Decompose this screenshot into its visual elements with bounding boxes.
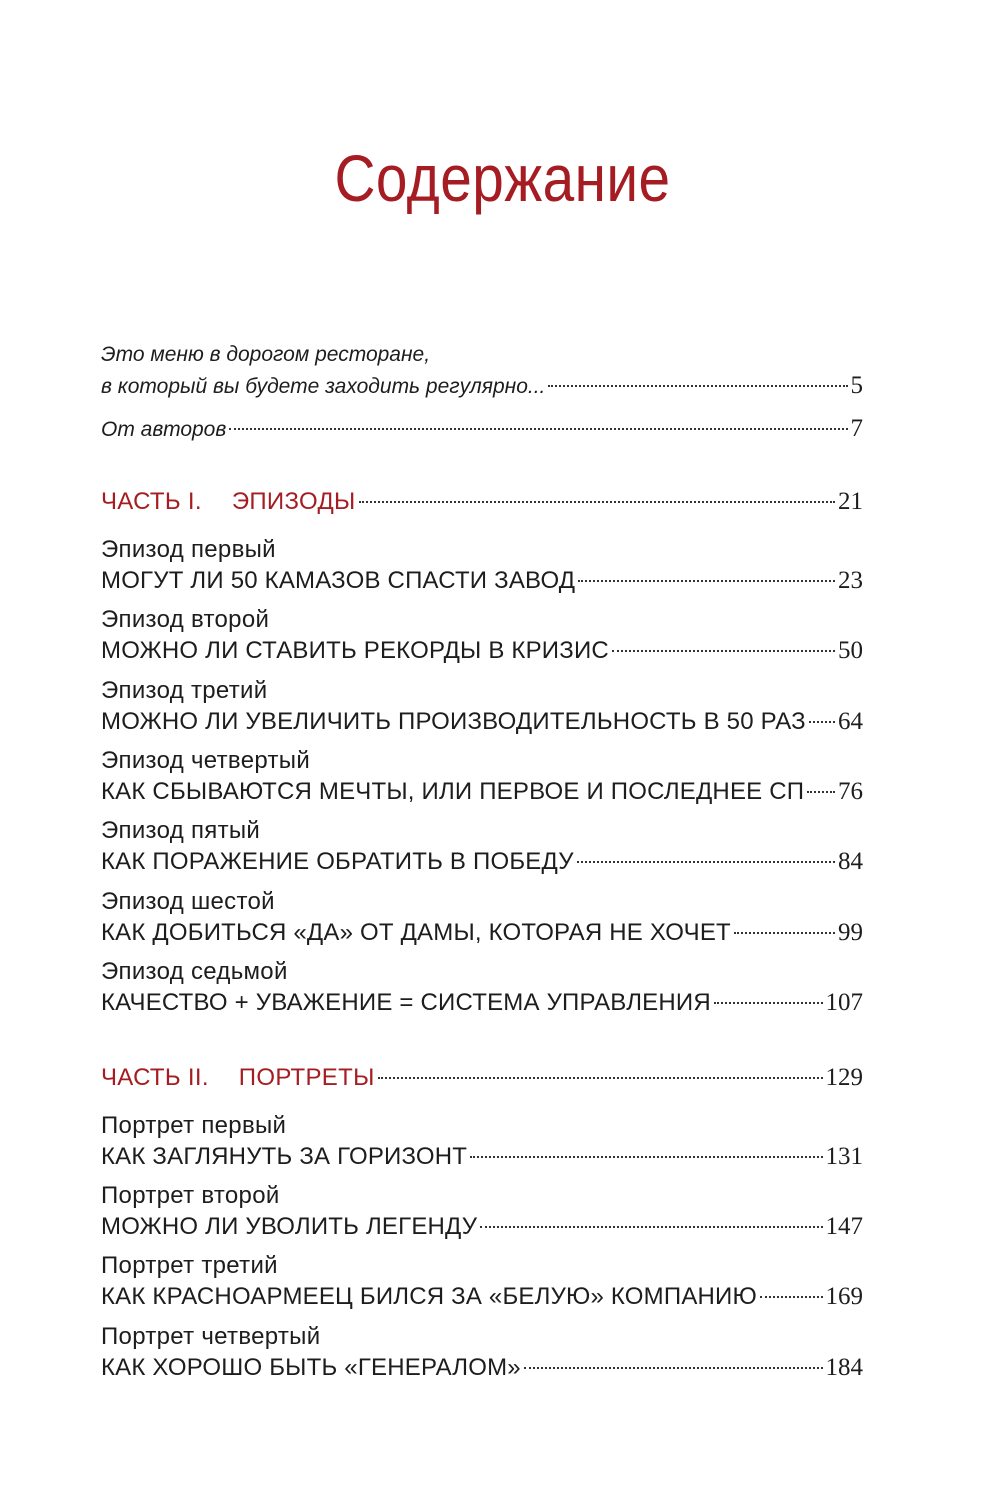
page-number: 7 xyxy=(850,415,863,442)
toc-part-2-heading[interactable] xyxy=(101,1062,863,1094)
page-number: 5 xyxy=(850,372,863,399)
page-title: Содержание xyxy=(334,141,671,215)
toc-entry-label: МОЖНО ЛИ УВЕЛИЧИТЬ ПРОИЗВОДИТЕЛЬНОСТЬ В 50 РАЗ xyxy=(101,708,806,735)
toc-episode-5[interactable] xyxy=(101,816,863,878)
dot-leader xyxy=(809,721,835,723)
toc-entry-subtitle: Эпизод шестой xyxy=(101,888,275,915)
page-number: 107 xyxy=(825,989,863,1016)
toc-entry-subtitle: Портрет четвертый xyxy=(101,1323,321,1350)
toc-entry-label: КАК ХОРОШО БЫТЬ «ГЕНЕРАЛОМ» xyxy=(101,1354,521,1381)
toc-entry-subtitle: Эпизод второй xyxy=(101,606,270,633)
toc-entry-label: КАК ДОБИТЬСЯ «ДА» ОТ ДАМЫ, КОТОРАЯ НЕ ХОЧЕТ xyxy=(101,919,731,946)
dot-leader xyxy=(578,580,835,582)
toc-entry-subtitle: Эпизод четвертый xyxy=(101,747,311,774)
dot-leader xyxy=(612,650,835,652)
page-number: 131 xyxy=(825,1143,863,1170)
toc-portrait-2[interactable] xyxy=(101,1181,863,1243)
page-number: 23 xyxy=(838,567,863,594)
toc-entry-subtitle: Эпизод пятый xyxy=(101,817,261,844)
dot-leader xyxy=(229,428,847,430)
toc-entry-subtitle: Портрет второй xyxy=(101,1182,280,1209)
part-label: ЧАСТЬ I. xyxy=(101,488,202,515)
dot-leader xyxy=(524,1367,823,1369)
toc-entry-label: КАК СБЫВАЮТСЯ МЕЧТЫ, ИЛИ ПЕРВОЕ И ПОСЛЕДНЕЕ СП xyxy=(101,778,805,805)
part-name: ПОРТРЕТЫ xyxy=(238,1064,375,1091)
dot-leader xyxy=(548,385,847,387)
toc-entry-subtitle: Эпизод седьмой xyxy=(101,958,288,985)
toc-portrait-1[interactable] xyxy=(101,1111,863,1173)
page-number: 84 xyxy=(838,848,863,875)
toc-episode-7[interactable] xyxy=(101,957,863,1019)
toc-entry-label: КАЧЕСТВО + УВАЖЕНИЕ = СИСТЕМА УПРАВЛЕНИЯ xyxy=(101,989,711,1016)
toc-entry-subtitle: Эпизод третий xyxy=(101,677,268,704)
dot-leader xyxy=(359,501,835,503)
toc-episode-1[interactable] xyxy=(101,535,863,597)
page-number: 76 xyxy=(838,778,863,805)
toc-entry-intro-menu[interactable] xyxy=(101,340,863,402)
page-number: 99 xyxy=(838,919,863,946)
toc-entry-label: От авторов xyxy=(101,418,227,441)
toc-portrait-4[interactable] xyxy=(101,1322,863,1384)
dot-leader xyxy=(480,1226,822,1228)
dot-leader xyxy=(577,861,835,863)
toc-part-1-heading[interactable] xyxy=(101,486,863,518)
dot-leader xyxy=(470,1156,822,1158)
dot-leader xyxy=(760,1296,823,1298)
page-number: 147 xyxy=(825,1213,863,1240)
dot-leader xyxy=(807,791,835,793)
toc-entry-subtitle: Эпизод первый xyxy=(101,536,276,563)
toc-entry-label: МОЖНО ЛИ СТАВИТЬ РЕКОРДЫ В КРИЗИС xyxy=(101,637,609,664)
toc-entry-from-authors[interactable] xyxy=(101,413,863,445)
page-number: 169 xyxy=(825,1283,863,1310)
dot-leader xyxy=(378,1077,823,1079)
page-number: 129 xyxy=(825,1064,863,1091)
dot-leader xyxy=(734,932,835,934)
part-label: ЧАСТЬ II. xyxy=(101,1064,209,1091)
page-number: 64 xyxy=(838,708,863,735)
toc-episode-6[interactable] xyxy=(101,887,863,949)
toc-entry-subtitle: Портрет третий xyxy=(101,1252,278,1279)
page-number: 184 xyxy=(825,1354,863,1381)
page-number: 21 xyxy=(838,488,863,515)
toc-entry-label: МОГУТ ЛИ 50 КАМАЗОВ СПАСТИ ЗАВОД xyxy=(101,567,576,594)
toc-episode-3[interactable] xyxy=(101,676,863,738)
page-number: 50 xyxy=(838,637,863,664)
toc-entry-subtitle: Это меню в дорогом ресторане, xyxy=(101,343,431,366)
toc-episode-4[interactable] xyxy=(101,746,863,808)
part-name: ЭПИЗОДЫ xyxy=(231,488,356,515)
toc-entry-label: КАК ЗАГЛЯНУТЬ ЗА ГОРИЗОНТ xyxy=(101,1143,468,1170)
toc-entry-label: МОЖНО ЛИ УВОЛИТЬ ЛЕГЕНДУ xyxy=(101,1213,478,1240)
toc-entry-label: в который вы будете заходить регулярно... xyxy=(101,375,546,398)
toc-portrait-3[interactable] xyxy=(101,1251,863,1313)
toc-episode-2[interactable] xyxy=(101,605,863,667)
toc-entry-subtitle: Портрет первый xyxy=(101,1112,287,1139)
toc-entry-label: КАК КРАСНОАРМЕЕЦ БИЛСЯ ЗА «БЕЛУЮ» КОМПАНИЮ xyxy=(101,1283,757,1310)
dot-leader xyxy=(714,1002,823,1004)
toc-entry-label: КАК ПОРАЖЕНИЕ ОБРАТИТЬ В ПОБЕДУ xyxy=(101,848,574,875)
